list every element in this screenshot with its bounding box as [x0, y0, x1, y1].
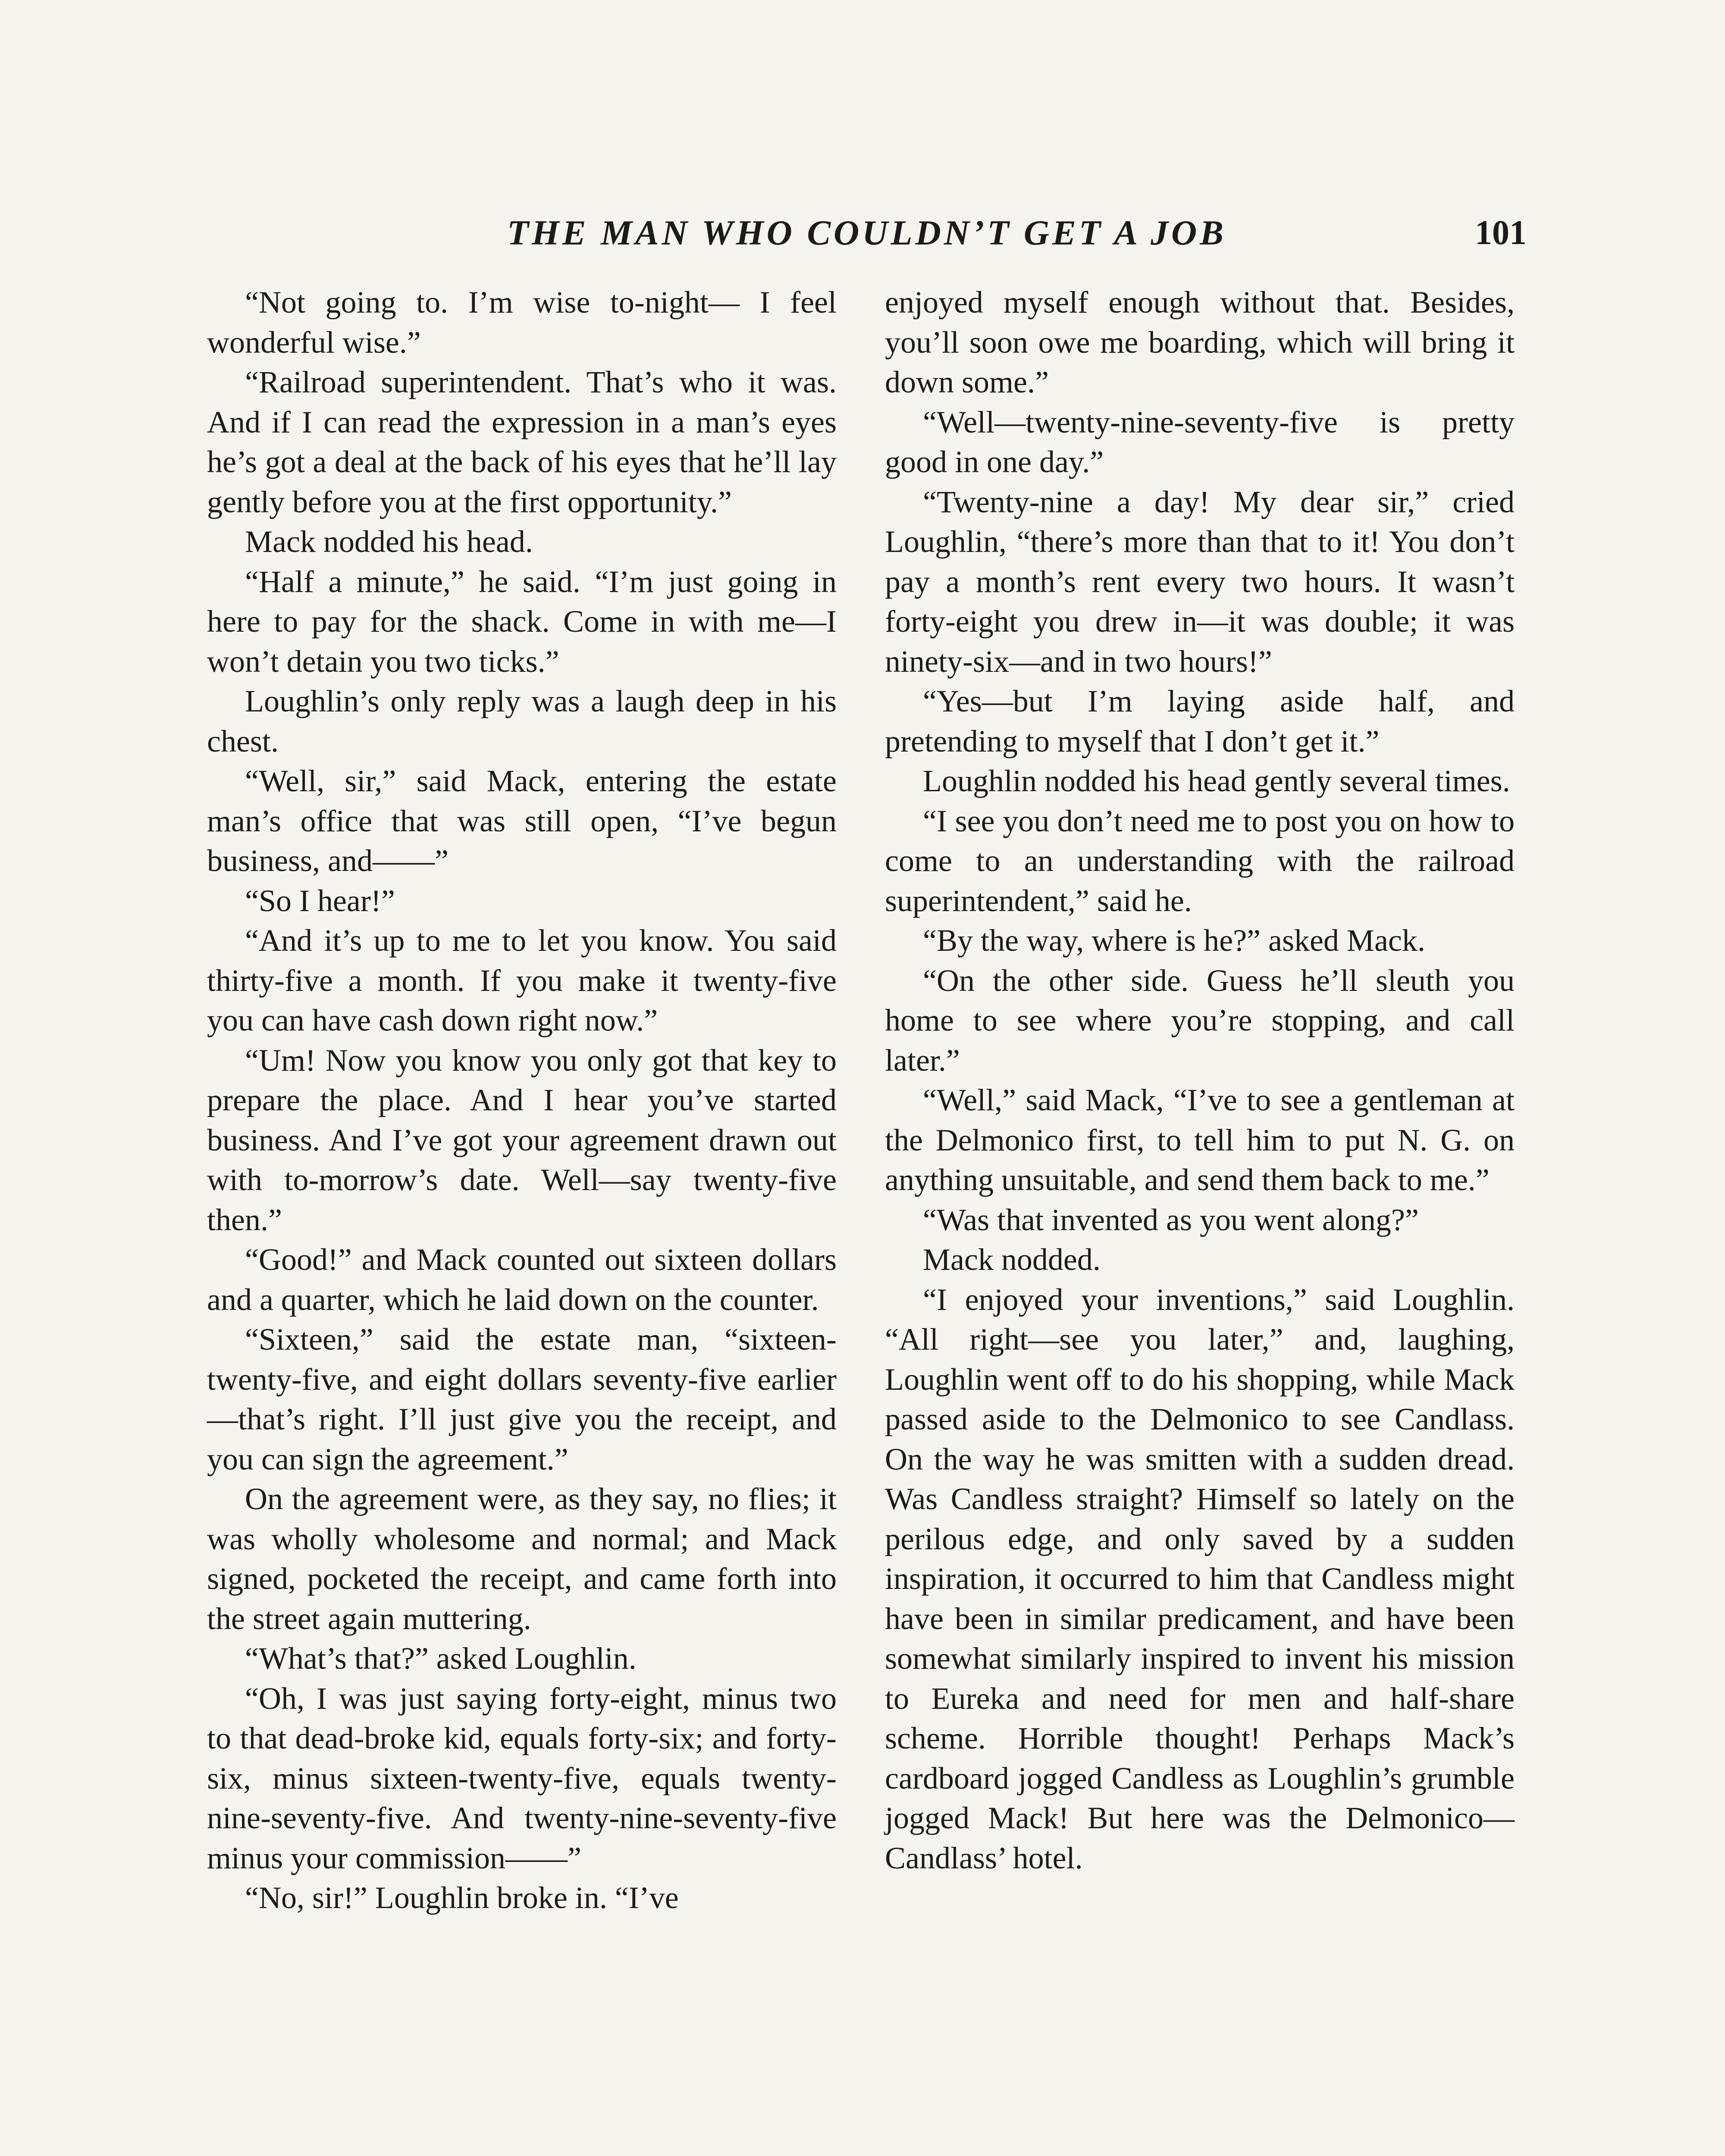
paragraph: “I see you don’t need me to post you on how to come to an understanding with the railroad superintendent,” said he.: [885, 803, 1515, 918]
paragraph: “And it’s up to me to let you know. You said thirty-five a month. If you make it twenty-five you can have cash down right now.”: [207, 923, 837, 1037]
paragraph: “By the way, where is he?” asked Mack.: [923, 923, 1425, 958]
paragraph: “Sixteen,” said the estate man, “sixteen-twenty-five, and eight dollars seventy-five earlier—that’s right. I’ll just give you the receipt, and you can sign the agreement.”: [207, 1322, 837, 1476]
paragraph: “Yes—but I’m laying aside half, and pretending to myself that I don’t get it.”: [885, 684, 1515, 758]
paragraph: “Good!” and Mack counted out sixteen dollars and a quarter, which he laid down on the counter.: [207, 1242, 837, 1317]
paragraph: “Um! Now you know you only got that key to prepare the place. And I hear you’ve started business. And I’ve got your agreement drawn out with to-morrow’s date. Well—say twenty-five then.”: [207, 1043, 837, 1237]
right-column: [885, 282, 1515, 1878]
paragraph: Loughlin’s only reply was a laugh deep in his chest.: [207, 684, 837, 758]
paragraph: Mack nodded his head.: [245, 524, 533, 559]
running-title: THE MAN WHO COULDN’T GET A JOB: [507, 213, 1226, 252]
paragraph: “What’s that?” asked Loughlin.: [245, 1641, 637, 1676]
paragraph: “I enjoyed your inventions,” said Loughlin. “All right—see you later,” and, laughing, Loughlin went off to do his shopping, while Mack passed aside to the Delmonico to see Candlass. On the way he was smitten with a sudden dread. Was Candless straight? Himself so lately on the perilous edge, and only saved by a sudden inspiration, it occurred to him that Candless might have been in similar predicament, and have been somewhat similarly inspired to invent his mission to Eureka and need for men and half-share scheme. Horrible thought! Perhaps Mack’s cardboard jogged Candless as Loughlin’s grumble jogged Mack! But here was the Delmonico—Candlass’ hotel.: [885, 1282, 1515, 1875]
paragraph: On the agreement were, as they say, no flies; it was wholly wholesome and normal; and Mack signed, pocketed the receipt, and came forth into the street again muttering.: [207, 1482, 837, 1636]
paragraph: “Half a minute,” he said. “I’m just going in here to pay for the shack. Come in with me—I won’t detain you two ticks.”: [207, 564, 837, 679]
paragraph: “Not going to. I’m wise to-night— I feel wonderful wise.”: [207, 285, 837, 360]
paragraph: “Well—twenty-nine-seventy-five is pretty good in one day.”: [885, 404, 1515, 479]
left-column: [207, 282, 837, 1918]
paragraph: “Well,” said Mack, “I’ve to see a gentleman at the Delmonico first, to tell him to put N. G. on anything unsuitable, and send them back to me.”: [885, 1083, 1515, 1197]
paragraph: “Was that invented as you went along?”: [923, 1202, 1419, 1237]
paragraph: “Twenty-nine a day! My dear sir,” cried Loughlin, “there’s more than that to it! You don’t pay a month’s rent every two hours. It wasn’t forty-eight you drew in—it was double; it was ninety-six—and in two hours!”: [885, 484, 1515, 679]
paragraph: “So I hear!”: [245, 883, 395, 918]
page-number: 101: [1475, 214, 1527, 252]
paragraph: Mack nodded.: [923, 1242, 1101, 1277]
paragraph: “Railroad superintendent. That’s who it was. And if I can read the expression in a man’s eyes he’s got a deal at the back of his eyes that he’ll lay gently before you at the first opportunity.”: [207, 365, 837, 519]
paragraph-continuation: enjoyed myself enough without that. Besides, you’ll soon owe me boarding, which will bring it down some.”: [885, 285, 1515, 399]
paragraph: “Well, sir,” said Mack, entering the estate man’s office that was still open, “I’ve begun business, and——”: [207, 764, 837, 878]
page-header: [207, 207, 1527, 259]
paragraph: “Oh, I was just saying forty-eight, minus two to that dead-broke kid, equals forty-six; and forty-six, minus sixteen-twenty-five, equals twenty-nine-seventy-five. And twenty-nine-seventy-five minus your commission——”: [207, 1681, 837, 1875]
paragraph: Loughlin nodded his head gently several times.: [923, 764, 1510, 798]
paragraph: “On the other side. Guess he’ll sleuth you home to see where you’re stopping, and call later.”: [885, 963, 1515, 1078]
paragraph: “No, sir!” Loughlin broke in. “I’ve: [245, 1880, 679, 1915]
